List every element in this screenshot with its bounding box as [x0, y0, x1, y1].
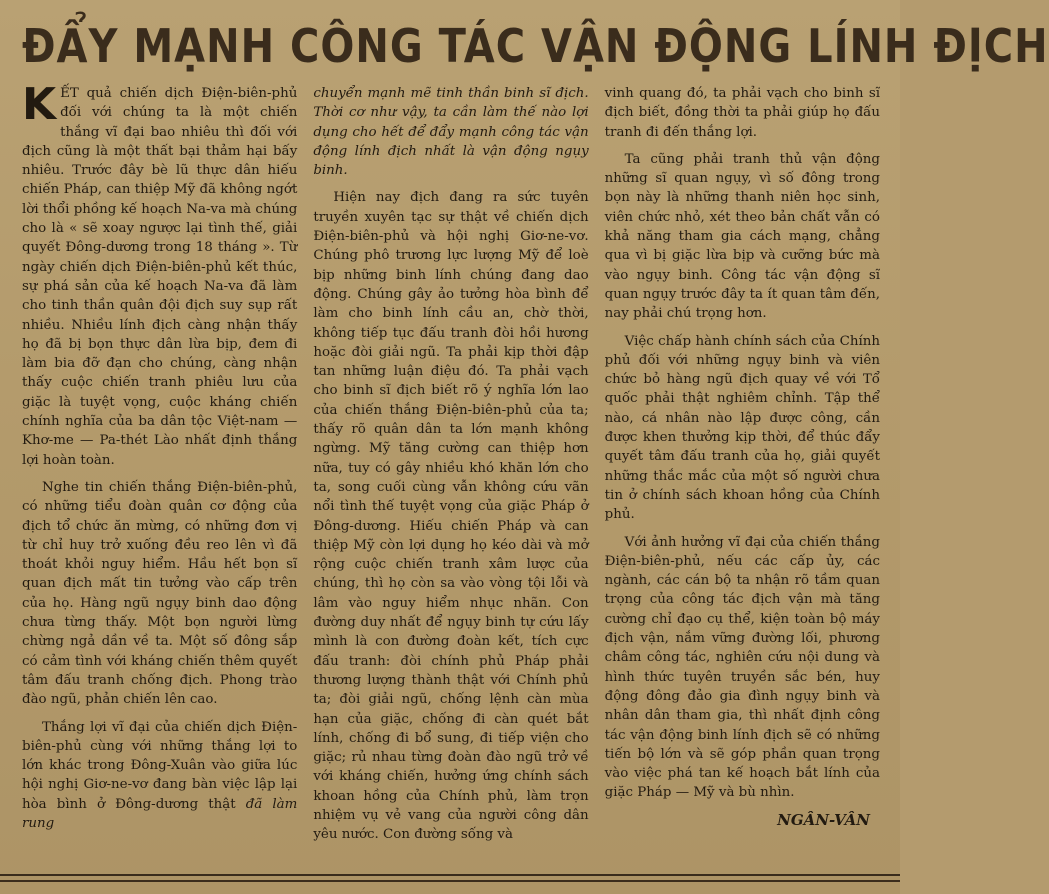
article-body — [22, 79, 880, 843]
paragraph — [22, 79, 298, 470]
paragraph: Nghe tin chiến thắng Điện-biên-phủ, có những tiểu đoàn quân cơ động của địch tổ chức ăn mừng, có những đơn vị từ chỉ huy trở xuống đều reo lên vì đã thoát khỏi nguy hiểm. Hầu hết bọn sĩ quan địch mất tin tưởng vào cấp trên của họ. Hàng ngũ ngụy binh dao động chưa từng thấy. Một bọn người lừng chừng ngả dần về ta. Một số đông sắp có cảm tình với kháng chiến thêm quyết tâm đấu tranh chống địch. Phong trào đào ngũ, phản chiến lên cao. — [22, 479, 298, 708]
paragraph: vinh quang đó, ta phải vạch cho binh sĩ địch biết, đồng thời ta phải giúp họ đấu tranh đi đến thắng lợi. — [604, 86, 880, 140]
headline: ĐẨY MẠNH CÔNG TÁC VẬN ĐỘNG LÍNH ĐỊCH — [22, 20, 1049, 74]
author-signature: NGÂN-VÂN — [777, 810, 870, 829]
paragraph: chuyển mạnh mẽ tinh thần binh sĩ địch. Thời cơ như vậy, ta cần làm thế nào lợi dụng cho hết để đẩy mạnh công tác vận động lính địch nhất là vận động ngụy binh. — [313, 86, 589, 179]
paragraph-text: Thắng lợi vĩ đại của chiến dịch Điện-biên-phủ cùng với những thắng lợi to lớn khác trong Đông-Xuân vào giữa lúc hội nghị Giơ-ne-vơ đang bàn việc lập lại hòa bình ở Đông-dương thật — [22, 719, 298, 812]
bottom-double-rule — [0, 874, 900, 882]
paragraph-text: ẾT quả chiến dịch Điện-biên-phủ đối với chúng ta là một chiến thắng vĩ đại bao nhiêu thì đối với địch cũng là một thất bại thảm hại bấy nhiêu. Trước đây bè lũ thực dân hiếu chiến Pháp, can thiệp Mỹ đã không ngớt lời thổi phồng kế hoạch Na-va mà chúng cho là « sẽ xoay ngược lại tình thế, giải quyết Đông-dương trong 18 tháng ». Từ ngày chiến dịch Điện-biên-phủ kết thúc, sự phá sản của kế hoạch Na-va đã làm cho tinh thần quân đội địch suy sụp rất nhiều. Nhiều lính địch càng nhận thấy họ đã bị bọn thực dân lừa bịp, đem đi làm bia đỡ đạn cho chúng, càng nhận thấy cuộc chiến tranh phiêu lưu của giặc là tuyệt vọng, cuộc kháng chiến chính nghĩa của ba dân tộc Việt-nam — Khơ-me — Pa-thét Lào nhất định thắng lợi hoàn toàn. — [22, 86, 298, 468]
italic-text: đã làm rung — [22, 796, 298, 831]
paragraph: Hiện nay địch đang ra sức tuyên truyền xuyên tạc sự thật về chiến dịch Điện-biên-phủ và hội nghị Giơ-ne-vơ. Chúng phô trương lực lượng Mỹ để loè bịp những binh lính chúng đang dao động. Chúng gây ảo tưởng hòa bình để làm cho binh lính cầu an, chờ thời, không tiếp tục đấu tranh đòi hồi hương hoặc đòi giải ngũ. Ta phải kịp thời đập tan những luận điệu đó. Ta phải vạch cho binh sĩ địch biết rõ ý nghĩa lớn lao của chiến thắng Điện-biên-phủ của ta; thấy rõ quân dân ta lớn mạnh không ngừng. Mỹ tăng cường can thiệp hơn nữa, tuy có gây nhiều khó khăn lớn cho ta, song cuối cùng vẫn không cứu vãn nổi tình thế tuyệt vọng của giặc Pháp ở Đông-dương. Hiếu chiến Pháp và can thiệp Mỹ còn lợi dụng họ kéo dài và mở rộng cuộc chiến tranh xâm lược của chúng, thì họ còn sa vào vòng tội lỗi và lâm vào nguy hiểm nhục nhãn. Con đường duy nhất để ngụy binh tự cứu lấy mình là con đường đoàn kết, tích cực đấu tranh: đòi chính phủ Pháp phải thương lượng thành thật với Chính phủ ta; đòi giải ngũ, chống lệnh càn mùa hạn của giặc, chống đi càn quét bắt lính, chống đi bổ sung, đi tiếp viện cho giặc; rủ nhau từng đoàn đào ngũ trở về với kháng chiến, hưởng ứng chính sách khoan hồng của Chính phủ, làm trọn nhiệm vụ vẻ vang của người công dân yêu nước. Con đường sống và — [313, 190, 589, 843]
paragraph: Với ảnh hưởng vĩ đại của chiến thắng Điện-biên-phủ, nếu các cấp ủy, các ngành, các cán bộ ta nhận rõ tầm quan trọng của công tác địch vận mà tăng cường chỉ đạo cụ thể, kiện toàn bộ máy địch vận, nắm vững đường lối, phương châm công tác, nghiên cứu nội dung và hình thức tuyên truyền sắc bén, huy động đông đảo gia đình ngụy binh và nhân dân tham gia, thì nhất định công tác vận động binh lính địch sẽ có những tiến bộ lớn và sẽ góp phần quan trọng vào việc phá tan kế hoạch bắt lính của giặc Pháp — Mỹ và bù nhìn. — [604, 534, 880, 801]
column-2 — [313, 84, 589, 843]
column-3 — [604, 84, 880, 829]
drop-cap: K — [22, 79, 57, 130]
paragraph: Việc chấp hành chính sách của Chính phủ đối với những ngụy binh và viên chức bỏ hàng ngũ địch quay về với Tổ quốc phải thật nghiêm chỉnh. Tập thể nào, cá nhân nào lập được công, cần được khen thưởng kịp thời, để thúc đẩy quyết tâm đấu tranh của họ, giải quyết những thắc mắc của một số người chưa tin ở chính sách khoan hồng của Chính phủ. — [604, 333, 880, 523]
paragraph — [22, 718, 297, 834]
paragraph: Ta cũng phải tranh thủ vận động những sĩ quan ngụy, vì số đông trong bọn này là những thanh niên học sinh, viên chức nhỏ, xét theo bản chất vẫn có khả năng tham gia cách mạng, chẳng qua vì bị giặc lừa bịp và cưỡng bức mà vào ngụy binh. Công tác vận động sĩ quan ngụy trước đây ta ít quan tâm đến, nay phải chú trọng hơn. — [604, 151, 880, 322]
column-1 — [22, 79, 298, 831]
